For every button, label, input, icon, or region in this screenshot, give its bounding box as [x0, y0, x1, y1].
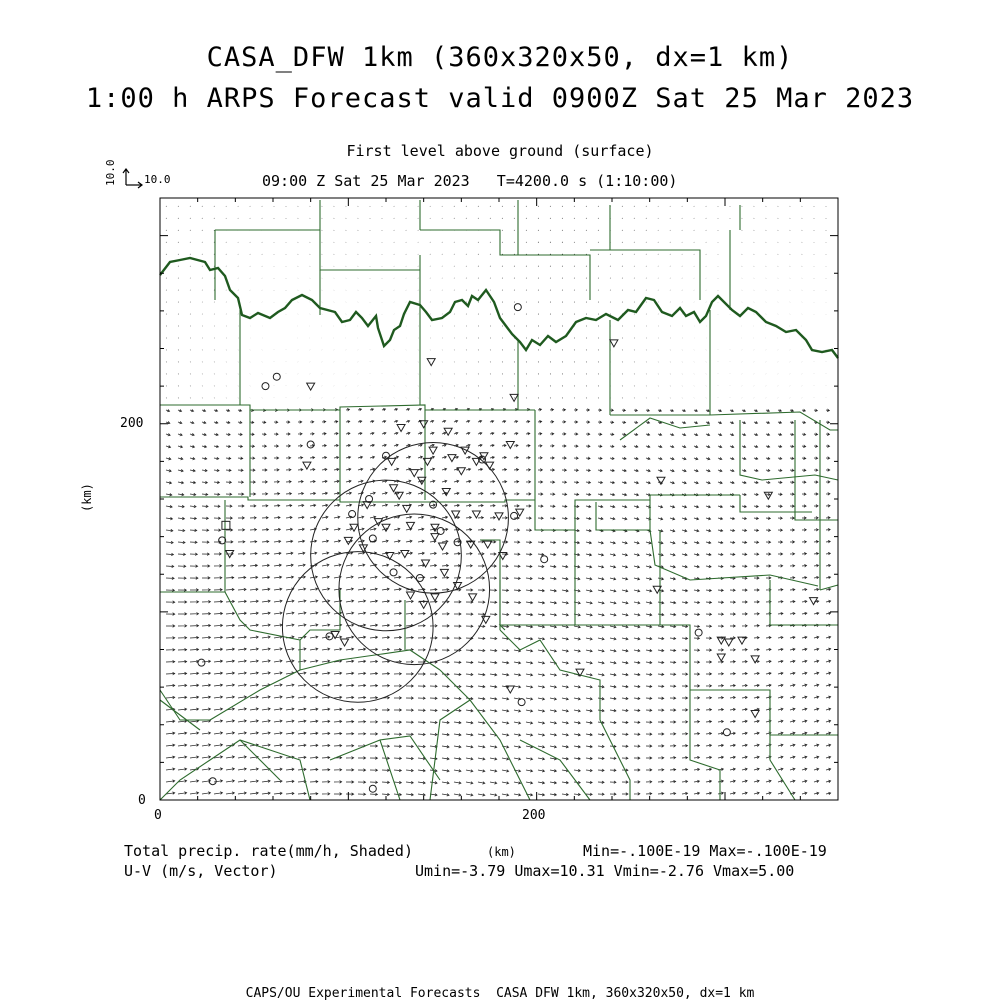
- station-circle: [541, 556, 548, 563]
- station-circle: [273, 373, 280, 380]
- subtitle-level: First level above ground (surface): [346, 142, 654, 160]
- station-circle: [437, 527, 444, 534]
- station-triangle: [725, 639, 733, 646]
- station-triangle: [403, 505, 411, 512]
- station-circle: [307, 441, 314, 448]
- station-circle: [383, 452, 390, 459]
- station-triangle: [431, 534, 439, 541]
- station-triangle: [442, 488, 450, 495]
- y-axis-label: (km): [80, 483, 94, 512]
- x-tick-label-200: 200: [522, 808, 546, 823]
- station-triangle: [751, 710, 759, 717]
- station-circle: [695, 629, 702, 636]
- footer-vector-field: U-V (m/s, Vector): [124, 862, 278, 880]
- station-triangle: [427, 359, 435, 366]
- station-triangle: [440, 569, 448, 576]
- plot-frame: [160, 198, 838, 800]
- title-line-1: CASA_DFW 1km (360x320x50, dx=1 km): [206, 42, 794, 73]
- y-tick-label-200: 200: [120, 416, 144, 431]
- station-triangle: [506, 441, 514, 448]
- footer-precip-field: Total precip. rate(mm/h, Shaded): [124, 842, 413, 860]
- station-triangle: [431, 594, 439, 601]
- station-triangle: [610, 340, 618, 347]
- station-circle: [514, 304, 521, 311]
- station-triangle: [350, 524, 358, 531]
- station-triangle: [422, 560, 430, 567]
- county-boundaries: [160, 200, 838, 800]
- station-triangle: [717, 654, 725, 661]
- station-triangle: [495, 513, 503, 520]
- credit-line: CAPS/OU Experimental Forecasts CASA DFW 1km, 360x320x50, dx=1 km: [245, 986, 755, 1001]
- reference-vector-horizontal-label: 10.0: [144, 173, 171, 186]
- station-triangle: [410, 470, 418, 477]
- station-triangle: [810, 598, 818, 605]
- station-triangle: [406, 592, 414, 599]
- station-triangle: [388, 458, 396, 465]
- station-circle: [369, 785, 376, 792]
- station-circle: [262, 383, 269, 390]
- station-markers: [198, 304, 818, 793]
- wind-vector-field: [166, 206, 831, 796]
- state-border: [160, 258, 838, 358]
- station-triangle: [307, 383, 315, 390]
- reference-vector-icon: [123, 169, 142, 188]
- station-triangle: [303, 462, 311, 469]
- station-triangle: [469, 594, 477, 601]
- station-square: [222, 521, 230, 529]
- station-circle: [518, 699, 525, 706]
- title-line-2: 1:00 h ARPS Forecast valid 0900Z Sat 25 Mar 2023: [85, 83, 915, 114]
- station-triangle: [516, 509, 524, 516]
- station-circle: [511, 512, 518, 519]
- station-circle: [723, 729, 730, 736]
- footer-min-max: Min=-.100E-19 Max=-.100E-19: [583, 842, 827, 860]
- station-circle: [369, 535, 376, 542]
- station-triangle: [390, 485, 398, 492]
- station-triangle: [472, 511, 480, 518]
- x-axis-label: (km): [487, 845, 516, 859]
- station-circle: [390, 569, 397, 576]
- station-triangle: [444, 428, 452, 435]
- footer-uv-range: Umin=-3.79 Umax=10.31 Vmin=-2.76 Vmax=5.00: [415, 862, 795, 880]
- station-triangle: [439, 543, 447, 550]
- axis-ticks: [160, 198, 838, 800]
- station-triangle: [341, 639, 349, 646]
- station-triangle: [429, 447, 437, 454]
- radar-ring-1: [358, 442, 509, 593]
- reference-vector-vertical-label: 10.0: [104, 159, 117, 186]
- x-tick-label-0: 0: [154, 808, 162, 823]
- station-triangle: [397, 425, 405, 432]
- wind-vectors: [166, 206, 831, 796]
- station-circle: [198, 659, 205, 666]
- subtitle-time: 09:00 Z Sat 25 Mar 2023 T=4200.0 s (1:10:00): [262, 172, 678, 190]
- y-tick-label-0: 0: [138, 793, 146, 808]
